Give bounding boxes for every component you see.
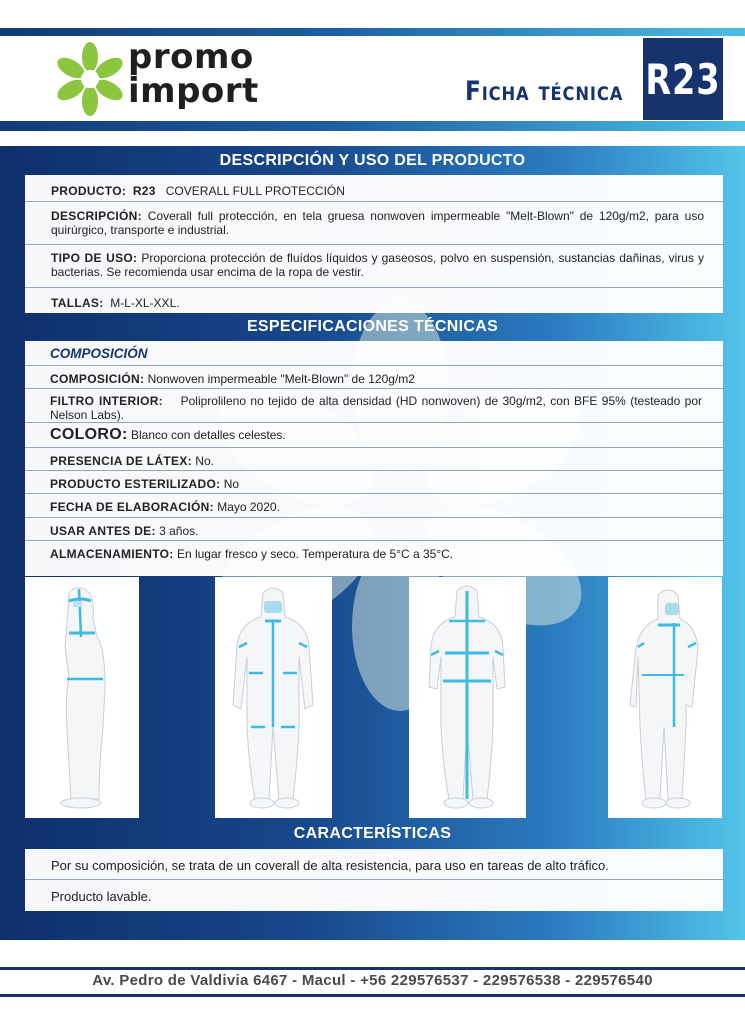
product-code: R23 xyxy=(132,184,156,198)
spec-label: FECHA DE ELABORACIÓN: xyxy=(50,500,214,514)
logo-word-import: import xyxy=(128,71,259,111)
spec-value: Nonwoven impermeable "Melt-Blown" de 120g/m2 xyxy=(147,372,415,386)
spec-label: COMPOSICIÓN: xyxy=(50,372,145,386)
promo-import-logo xyxy=(52,37,259,118)
footer-divider-top xyxy=(0,967,745,970)
spec-value: 3 años. xyxy=(159,524,199,538)
product-code-badge xyxy=(643,38,723,120)
description-label: DESCRIPCIÓN: xyxy=(51,209,142,223)
sizes-label: TALLAS: xyxy=(51,296,104,310)
spec-row-color xyxy=(25,423,723,448)
characteristics-box xyxy=(25,849,723,911)
product-name: COVERALL FULL PROTECCIÓN xyxy=(165,184,345,198)
description-box xyxy=(25,175,723,313)
spec-value: En lugar fresco y seco. Temperatura de 5°C a 35°C. xyxy=(176,547,454,561)
spec-row-composition xyxy=(25,366,723,389)
sizes-text: M-L-XL-XXL. xyxy=(110,296,180,310)
spec-row-storage xyxy=(25,541,723,576)
product-photo-three-quarter xyxy=(608,577,722,818)
use-text: Proporciona protección de fluídos líquidos y gaseosos, polvo en suspensión, sustancias dañinas, virus y bacterias. Se recomienda usar encima de la ropa de vestir. xyxy=(51,251,704,279)
specs-box xyxy=(25,341,723,576)
sizes-row xyxy=(25,288,723,313)
spec-value: Blanco con detalles celestes. xyxy=(131,428,286,442)
characteristics-section-title: CARACTERÍSTICAS xyxy=(293,825,452,842)
spec-label: USAR ANTES DE: xyxy=(50,524,156,538)
coverall-back-view-image xyxy=(409,577,526,818)
spec-label: COLORO: xyxy=(50,426,128,443)
product-row xyxy=(25,175,723,202)
spec-row-use-before xyxy=(25,518,723,541)
product-photo-back xyxy=(409,577,526,818)
characteristic-item: Por su composición, se trata de un coverall de alta resistencia, para uso en tareas de alto tráfico. xyxy=(25,849,723,880)
flower-logo-icon xyxy=(52,40,132,118)
footer-address: Av. Pedro de Valdivia 6467 - Macul - +56 229576537 - 229576538 - 229576540 xyxy=(92,972,653,989)
spec-label: PRESENCIA DE LÁTEX: xyxy=(50,454,192,468)
coverall-three-quarter-view-image xyxy=(608,577,722,818)
spec-value: No. xyxy=(195,454,214,468)
spec-row-manufacture-date xyxy=(25,494,723,518)
product-code-text: R23 xyxy=(645,54,721,104)
characteristic-item: Producto lavable. xyxy=(51,889,152,904)
header-top-band xyxy=(0,28,745,36)
use-label: TIPO DE USO: xyxy=(51,251,138,265)
coverall-front-view-image xyxy=(215,577,332,818)
spec-label: FILTRO INTERIOR: xyxy=(50,394,163,408)
spec-value: No xyxy=(223,477,240,491)
product-photo-side xyxy=(25,577,139,818)
spec-row-latex xyxy=(25,448,723,471)
footer-divider-bottom xyxy=(0,994,745,997)
spec-value: Mayo 2020. xyxy=(217,500,280,514)
spec-label: PRODUCTO ESTERILIZADO: xyxy=(50,477,221,491)
spec-row-sterilized xyxy=(25,471,723,494)
logo-wordmark xyxy=(128,37,259,111)
description-text: Coverall full protección, en tela gruesa nonwoven impermeable "Melt-Blown" de 120g/m2, para uso quirúrgico, transporte e industrial. xyxy=(51,209,704,237)
composition-subheading: COMPOSICIÓN xyxy=(25,341,723,366)
coverall-side-view-image xyxy=(25,577,139,818)
product-photo-front xyxy=(215,577,332,818)
spec-value: Poliprolileno no tejido de alta densidad (HD nonwoven) de 30g/m2, con BFE 95% (testeado por Nelson Labs). xyxy=(50,394,702,422)
specs-section-title: ESPECIFICACIONES TÉCNICAS xyxy=(246,318,499,335)
header-bottom-band xyxy=(0,121,745,131)
description-row xyxy=(25,202,723,245)
spec-row-filter xyxy=(25,389,723,423)
use-row xyxy=(25,245,723,288)
product-label: PRODUCTO: xyxy=(51,184,127,198)
logo-word-promo: promo xyxy=(128,37,254,77)
main-panel xyxy=(0,146,745,940)
description-section-title: DESCRIPCIÓN Y USO DEL PRODUCTO xyxy=(219,152,526,169)
spec-label: ALMACENAMIENTO: xyxy=(50,547,174,561)
document-title: Ficha técnica xyxy=(465,76,624,107)
